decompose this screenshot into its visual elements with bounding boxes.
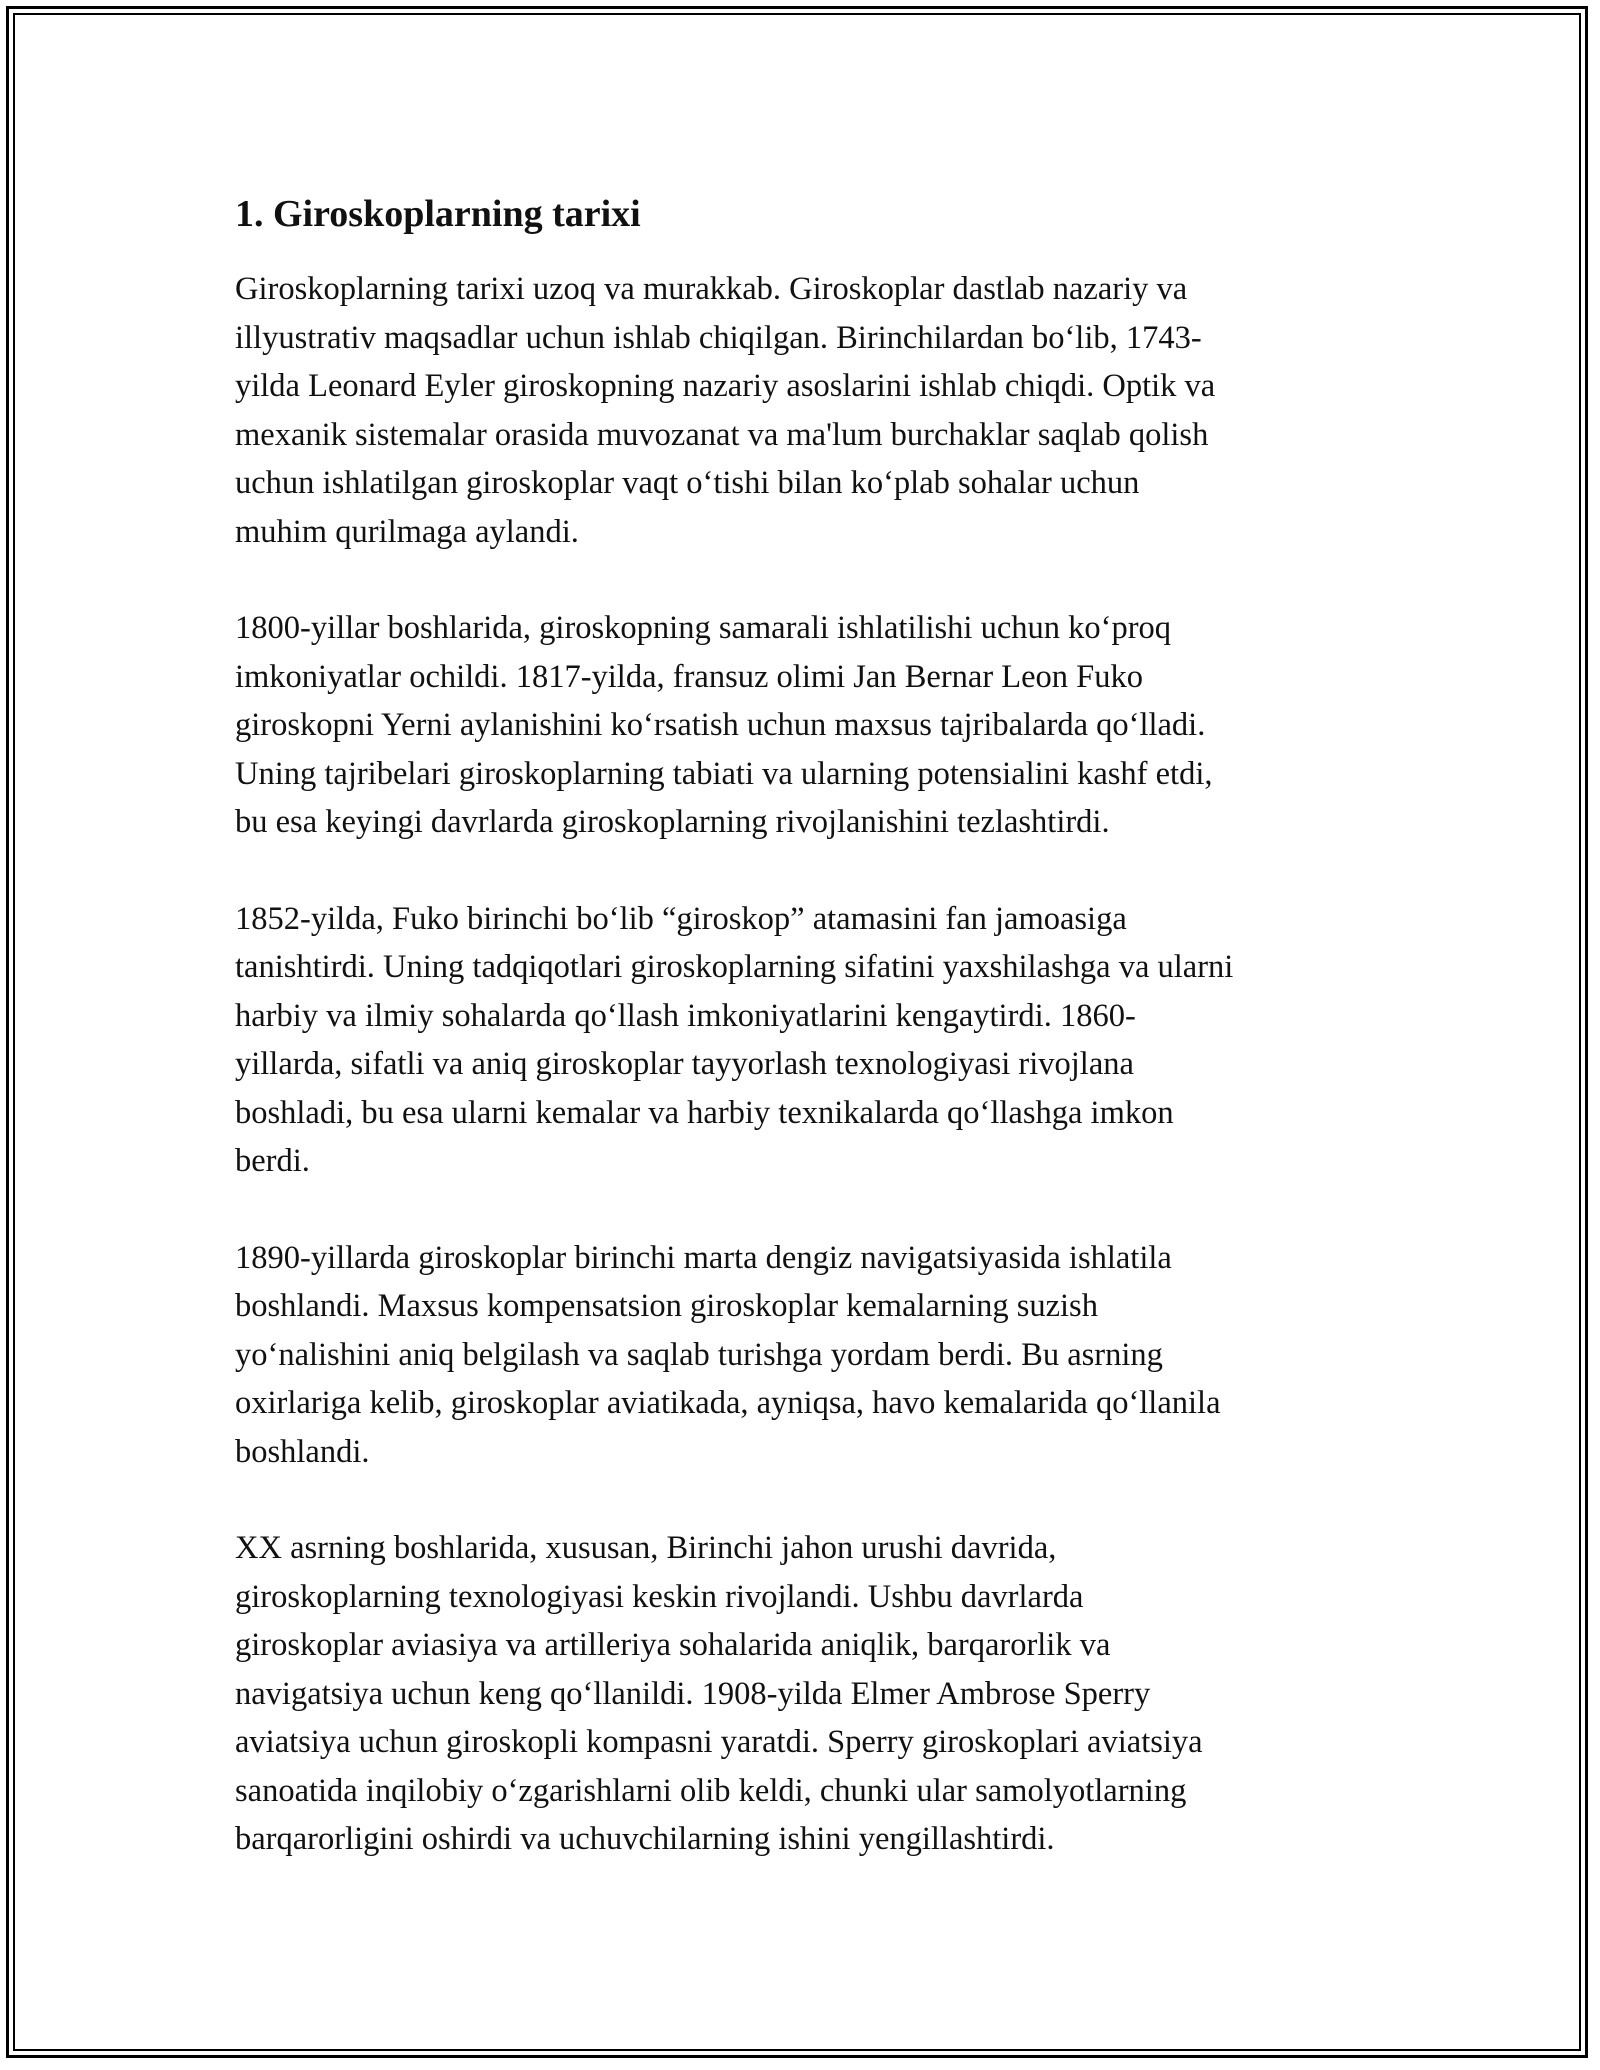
paragraph-line: bu esa keyingi davrlarda giroskoplarning rivojlanishini tezlashtirdi. xyxy=(235,804,1110,840)
paragraph-line: yilda Leonard Eyler giroskopning nazariy asoslarini ishlab chiqdi. Optik va xyxy=(235,368,1216,404)
paragraph-line: boshlandi. Maxsus kompensatsion giroskoplar kemalarning suzish xyxy=(235,1288,1098,1324)
paragraph-line: mexanik sistemalar orasida muvozanat va ma'lum burchaklar saqlab qolish xyxy=(235,416,1209,453)
paragraph-line: yillarda, sifatli va aniq giroskoplar tayyorlash texnologiyasi rivojlana xyxy=(235,1046,1134,1082)
paragraph-line: berdi. xyxy=(235,1143,310,1179)
paragraph-line: giroskoplar aviasiya va artilleriya sohalarida aniqlik, barqarorlik va xyxy=(235,1627,1111,1663)
paragraph-line: oxirlariga kelib, giroskoplar aviatikada, ayniqsa, havo kemalarida qo‘llanila xyxy=(235,1385,1221,1421)
paragraph-line: Uning tajribelari giroskoplarning tabiati va ularning potensialini kashf etdi, xyxy=(235,755,1213,792)
paragraph-list xyxy=(235,265,1365,1864)
paragraph xyxy=(235,604,1365,847)
paragraph-line: barqarorligini oshirdi va uchuvchilarning ishini yengillashtirdi. xyxy=(235,1821,1055,1857)
paragraph-line: harbiy va ilmiy sohalarda qo‘llash imkoniyatlarini kengaytirdi. 1860- xyxy=(235,997,1136,1034)
paragraph-line: yo‘nalishini aniq belgilash va saqlab turishga yordam berdi. Bu asrning xyxy=(235,1336,1163,1373)
paragraph-line: tanishtirdi. Uning tadqiqotlari giroskoplarning sifatini yaxshilashga va ularni xyxy=(235,949,1234,985)
paragraph-line: Giroskoplarning tarixi uzoq va murakkab. Giroskoplar dastlab nazariy va xyxy=(235,271,1188,307)
paragraph xyxy=(235,895,1365,1186)
paragraph xyxy=(235,1234,1365,1477)
paragraph-line: muhim qurilmaga aylandi. xyxy=(235,513,579,550)
paragraph-line: XX asrning boshlarida, xususan, Birinchi jahon urushi davrida, xyxy=(235,1530,1057,1566)
paragraph-line: illyustrativ maqsadlar uchun ishlab chiqilgan. Birinchilardan bo‘lib, 1743- xyxy=(235,319,1202,356)
paragraph-line: giroskopni Yerni aylanishini ko‘rsatish uchun maxsus tajribalarda qo‘lladi. xyxy=(235,707,1206,743)
paragraph xyxy=(235,1524,1365,1864)
paragraph-line: imkoniyatlar ochildi. 1817-yilda, fransuz olimi Jan Bernar Leon Fuko xyxy=(235,658,1144,695)
paragraph-line: boshlandi. xyxy=(235,1433,370,1470)
paragraph-line: giroskoplarning texnologiyasi keskin rivojlandi. Ushbu davrlarda xyxy=(235,1578,1084,1615)
paragraph-line: navigatsiya uchun keng qo‘llanildi. 1908-yilda Elmer Ambrose Sperry xyxy=(235,1675,1151,1712)
document-body xyxy=(235,188,1365,1912)
paragraph-line: 1852-yilda, Fuko birinchi bo‘lib “giroskop” atamasini fan jamoasiga xyxy=(235,900,1127,937)
paragraph-line: 1800-yillar boshlarida, giroskopning samarali ishlatilishi uchun ko‘proq xyxy=(235,610,1172,646)
paragraph-line: sanoatida inqilobiy o‘zgarishlarni olib keldi, chunki ular samolyotlarning xyxy=(235,1772,1187,1809)
paragraph-line: aviatsiya uchun giroskopli kompasni yaratdi. Sperry giroskoplari aviatsiya xyxy=(235,1724,1203,1760)
section-heading: 1. Giroskoplarning tarixi xyxy=(235,193,641,235)
paragraph-line: boshladi, bu esa ularni kemalar va harbiy texnikalarda qo‘llashga imkon xyxy=(235,1094,1174,1131)
paragraph-line: uchun ishlatilgan giroskoplar vaqt o‘tishi bilan ko‘plab sohalar uchun xyxy=(235,465,1140,501)
paragraph xyxy=(235,265,1365,556)
paragraph-line: 1890-yillarda giroskoplar birinchi marta dengiz navigatsiyasida ishlatila xyxy=(235,1239,1172,1276)
